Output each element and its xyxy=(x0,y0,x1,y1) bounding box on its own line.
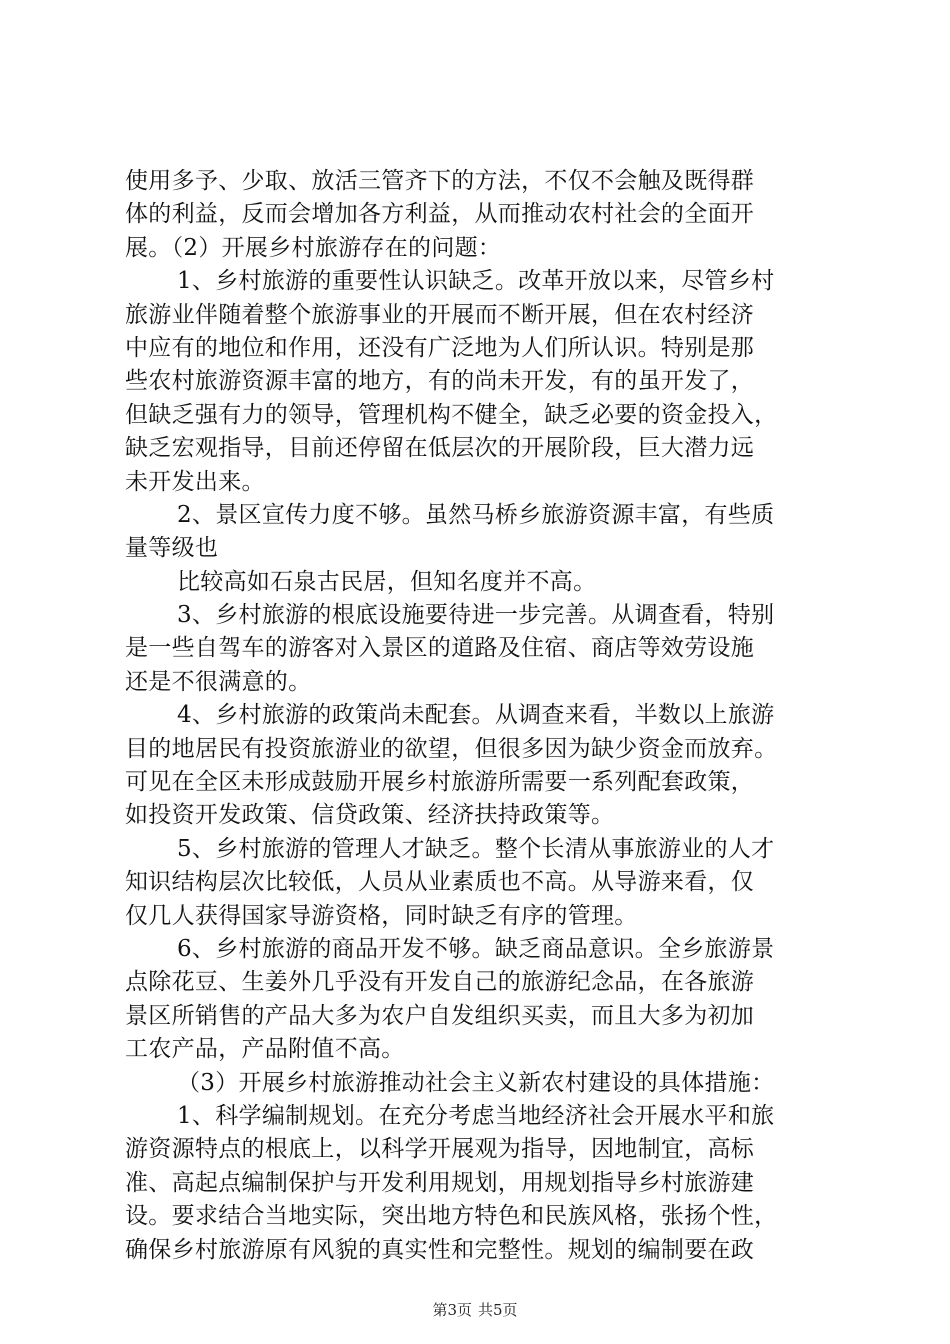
text-line: 是一些自驾车的游客对入景区的道路及住宿、商店等效劳设施 xyxy=(125,635,755,662)
text-line: 目的地居民有投资旅游业的欲望，但很多因为缺少资金而放弃。 xyxy=(125,735,778,762)
text-line: 1、乡村旅游的重要性认识缺乏。改革开放以来，尽管乡村 xyxy=(177,268,775,295)
text-line: 5、乡村旅游的管理人才缺乏。整个长清从事旅游业的人才 xyxy=(177,835,775,862)
document-body xyxy=(125,165,840,1267)
text-line: 如投资开发政策、信贷政策、经济扶持政策等。 xyxy=(125,802,615,829)
text-line: 未开发出来。 xyxy=(125,468,265,495)
text-line: 设。要求结合当地实际，突出地方特色和民族风格，张扬个性， xyxy=(125,1203,778,1230)
text-line: 仅几人获得国家导游资格，同时缺乏有序的管理。 xyxy=(125,902,638,929)
text-line: 但缺乏强有力的领导，管理机构不健全，缺乏必要的资金投入， xyxy=(125,401,778,428)
text-line: 可见在全区未形成鼓励开展乡村旅游所需要一系列配套政策， xyxy=(125,769,755,796)
text-line: 中应有的地位和作用，还没有广泛地为人们所认识。特别是那 xyxy=(125,334,755,361)
text-line: 游资源特点的根底上，以科学开展观为指导，因地制宜，高标 xyxy=(125,1136,755,1163)
text-line: 展。（2）开展乡村旅游存在的问题： xyxy=(125,234,502,261)
text-line: 工农产品，产品附值不高。 xyxy=(125,1036,405,1063)
text-line: 准、高起点编制保护与开发利用规划，用规划指导乡村旅游建 xyxy=(125,1169,755,1196)
text-line: 4、乡村旅游的政策尚未配套。从调查来看，半数以上旅游 xyxy=(177,702,775,729)
page-number-total: 共5页 xyxy=(478,1301,518,1319)
text-line: 确保乡村旅游原有风貌的真实性和完整性。规划的编制要在政 xyxy=(125,1236,755,1263)
text-line: 些农村旅游资源丰富的地方，有的尚未开发，有的虽开发了， xyxy=(125,368,755,395)
text-line: 点除花豆、生姜外几乎没有开发自己的旅游纪念品，在各旅游 xyxy=(125,969,755,996)
text-line: 景区所销售的产品大多为农户自发组织买卖，而且大多为初加 xyxy=(125,1002,755,1029)
text-line: 2、景区宣传力度不够。虽然马桥乡旅游资源丰富，有些质 xyxy=(177,501,775,528)
text-line: （3）开展乡村旅游推动社会主义新农村建设的具体措施： xyxy=(177,1069,775,1096)
text-line: 量等级也 xyxy=(125,535,219,562)
text-line: 3、乡村旅游的根底设施要待进一步完善。从调查看，特别 xyxy=(177,602,775,629)
text-line: 比较高如石泉古民居，但知名度并不高。 xyxy=(177,568,597,595)
text-line: 6、乡村旅游的商品开发不够。缺乏商品意识。全乡旅游景 xyxy=(177,935,775,962)
text-line: 使用多予、少取、放活三管齐下的方法，不仅不会触及既得群 xyxy=(125,168,755,194)
text-line: 1、科学编制规划。在充分考虑当地经济社会开展水平和旅 xyxy=(177,1102,775,1129)
text-line: 还是不很满意的。 xyxy=(125,668,312,695)
text-line: 缺乏宏观指导，目前还停留在低层次的开展阶段，巨大潜力远 xyxy=(125,435,755,462)
page-footer xyxy=(0,1300,950,1320)
text-line: 知识结构层次比较低，人员从业素质也不高。从导游来看，仅 xyxy=(125,869,755,896)
page-number-current: 第3页 xyxy=(432,1301,472,1319)
text-line: 体的利益，反而会增加各方利益，从而推动农村社会的全面开 xyxy=(125,201,755,228)
text-line: 旅游业伴随着整个旅游事业的开展而不断开展，但在农村经济 xyxy=(125,301,755,328)
